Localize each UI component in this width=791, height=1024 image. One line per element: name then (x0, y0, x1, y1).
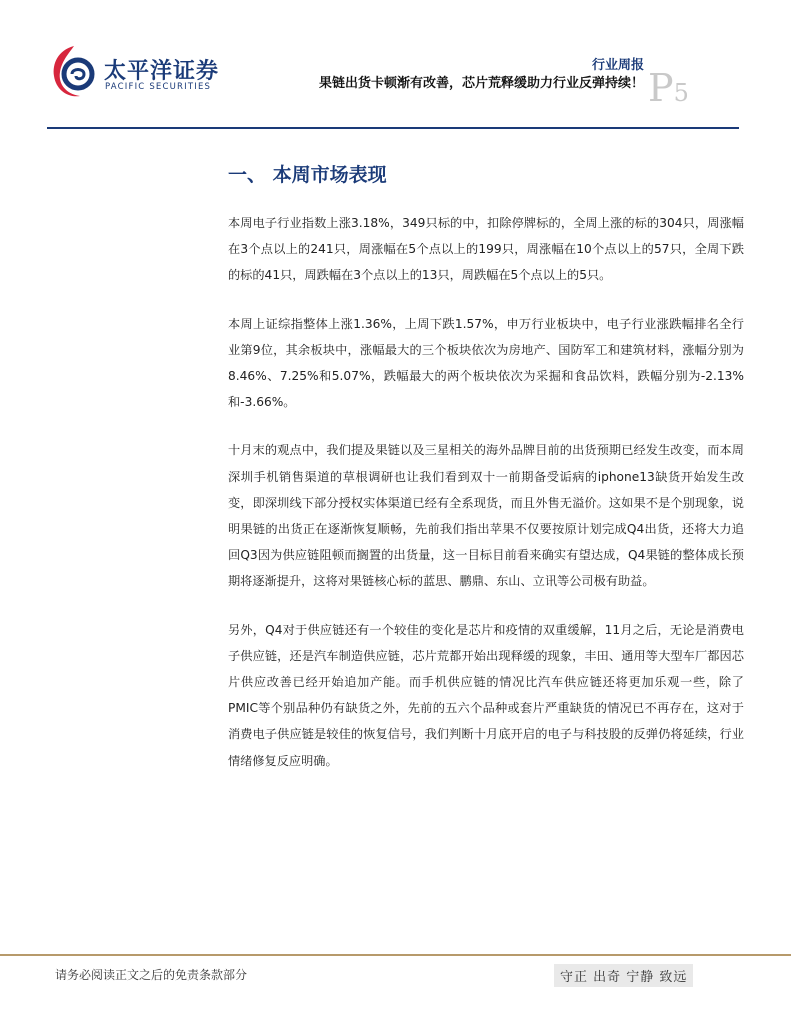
header-divider (47, 127, 739, 129)
company-logo (48, 42, 220, 102)
paragraph: 另外，Q4对于供应链还有一个较佳的变化是芯片和疫情的双重缓解，11月之后，无论是消费电子供应链，还是汽车制造供应链，芯片荒都开始出现释缓的现象，丰田、通用等大型车厂都因芯片供应改善已经开始追加产能。而手机供应链的情况比汽车供应链还将更加乐观一些，除了PMIC等个别品种仍有缺货之外，先前的五六个品种或套片严重缺货的情况已不再存在，这对于消费电子供应链是较佳的恢复信号，我们判断十月底开启的电子与科技股的反弹仍将延续，行业情绪修复反应明确。 (228, 622, 744, 768)
paragraph: 本周电子行业指数上涨3.18%，349只标的中，扣除停牌标的，全周上涨的标的304只，周涨幅在3个点以上的241只，周涨幅在5个点以上的199只，周涨幅在10个点以上的57只，全周下跌的标的41只，周跌幅在3个点以上的13只，周跌幅在5个点以上的5只。 (228, 216, 744, 283)
footer-divider (0, 954, 791, 956)
page-number (648, 66, 689, 110)
pacific-securities-logo-icon (48, 42, 100, 102)
paragraph: 本周上证综指整体上涨1.36%，上周下跌1.57%，申万行业板块中，电子行业涨跌幅排名全行业第9位，其余板块中，涨幅最大的三个板块依次为房地产、国防军工和建筑材料，涨幅分别为8.46%、7.25%和5.07%，跌幅最大的两个板块依次为采掘和食品饮料，跌幅分别为-2.13%和-3.66%。 (228, 316, 744, 410)
page-number-value: 5 (673, 79, 689, 107)
page-prefix: P (648, 66, 674, 110)
footer-slogan: 守正 出奇 宁静 致远 (554, 964, 693, 987)
report-title: 果链出货卡顿渐有改善，芯片荒释缓助力行业反弹持续！ (318, 76, 644, 91)
report-body (228, 210, 744, 796)
paragraph: 十月末的观点中，我们提及果链以及三星相关的海外品牌目前的出货预期已经发生改变，而本周深圳手机销售渠道的草根调研也让我们看到双十一前期备受诟病的iphone13缺货开始发生改变，即深圳线下部分授权实体渠道已经有全系现货，而且外售无溢价。这如果不是个别现象，说明果链的出货正在逐渐恢复顺畅，先前我们指出苹果不仅要按原计划完成Q4出货，还将大力追回Q3因为供应链阻顿而搁置的出货量，这一目标目前看来确实有望达成，Q4果链的整体成长预期将逐渐提升，这将对果链核心标的蓝思、鹏鼎、东山、立讯等公司极有助益。 (228, 443, 744, 589)
brand-name-cn: 太平洋证券 (104, 59, 220, 84)
footer-disclaimer: 请务必阅读正文之后的免责条款部分 (55, 968, 248, 982)
report-type: 行业周报 (591, 58, 644, 73)
section-title: 一、 本周市场表现 (228, 164, 387, 186)
brand-name-en: PACIFIC SECURITIES (105, 82, 212, 92)
